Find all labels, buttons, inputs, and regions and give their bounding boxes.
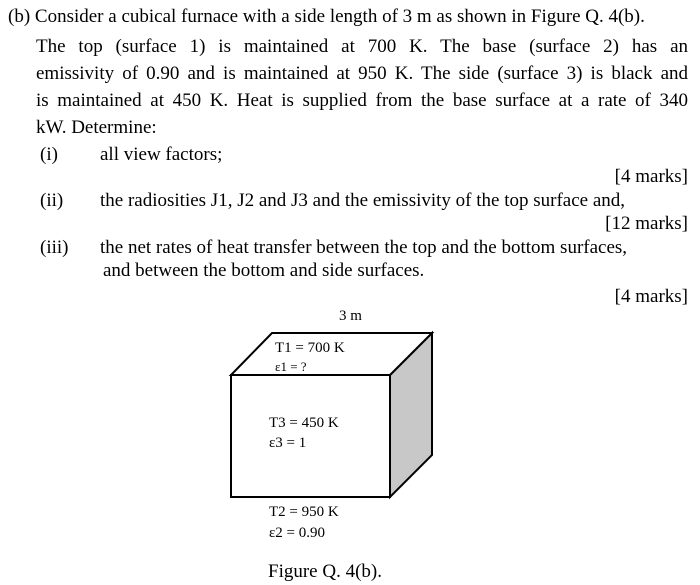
cube-front-face (231, 375, 390, 497)
part-iii-label: (iii) (40, 237, 69, 258)
question-intro-line-1: (b) Consider a cubical furnace with a side length of 3 m as shown in Figure Q. 4(b). (8, 6, 645, 27)
base-emissivity-label: ε2 = 0.90 (269, 525, 326, 541)
part-ii-label: (ii) (40, 190, 64, 211)
base-temperature-label: T2 = 950 K (269, 504, 339, 520)
dimension-label: 3 m (339, 308, 362, 324)
part-iii-text-line-1: the net rates of heat transfer between the top and the bottom surfaces, (100, 237, 628, 258)
question-intro-line-4: is maintained at 450 K. Heat is supplied from the base surface at a rate of 340 (36, 90, 688, 111)
part-i-marks: [4 marks] (614, 166, 688, 187)
part-i-text: all view factors; (100, 144, 223, 165)
top-emissivity-label: ε1 = ? (275, 359, 307, 374)
part-iii-marks: [4 marks] (614, 286, 688, 307)
part-i-label: (i) (40, 144, 58, 165)
top-temperature-label: T1 = 700 K (275, 340, 345, 356)
side-emissivity-label: ε3 = 1 (269, 435, 307, 451)
question-intro-line-3: emissivity of 0.90 and is maintained at 950 K. The side (surface 3) is black and (36, 63, 688, 84)
part-ii-text: the radiosities J1, J2 and J3 and the emissivity of the top surface and, (100, 190, 626, 211)
question-intro-line-2: The top (surface 1) is maintained at 700 K. The base (surface 2) has an (36, 36, 688, 57)
side-temperature-label: T3 = 450 K (269, 415, 339, 431)
question-intro-line-5: kW. Determine: (36, 117, 157, 138)
part-ii-marks: [12 marks] (605, 213, 688, 234)
figure-caption: Figure Q. 4(b). (268, 561, 382, 582)
part-iii-text-line-2: and between the bottom and side surfaces. (103, 260, 425, 281)
